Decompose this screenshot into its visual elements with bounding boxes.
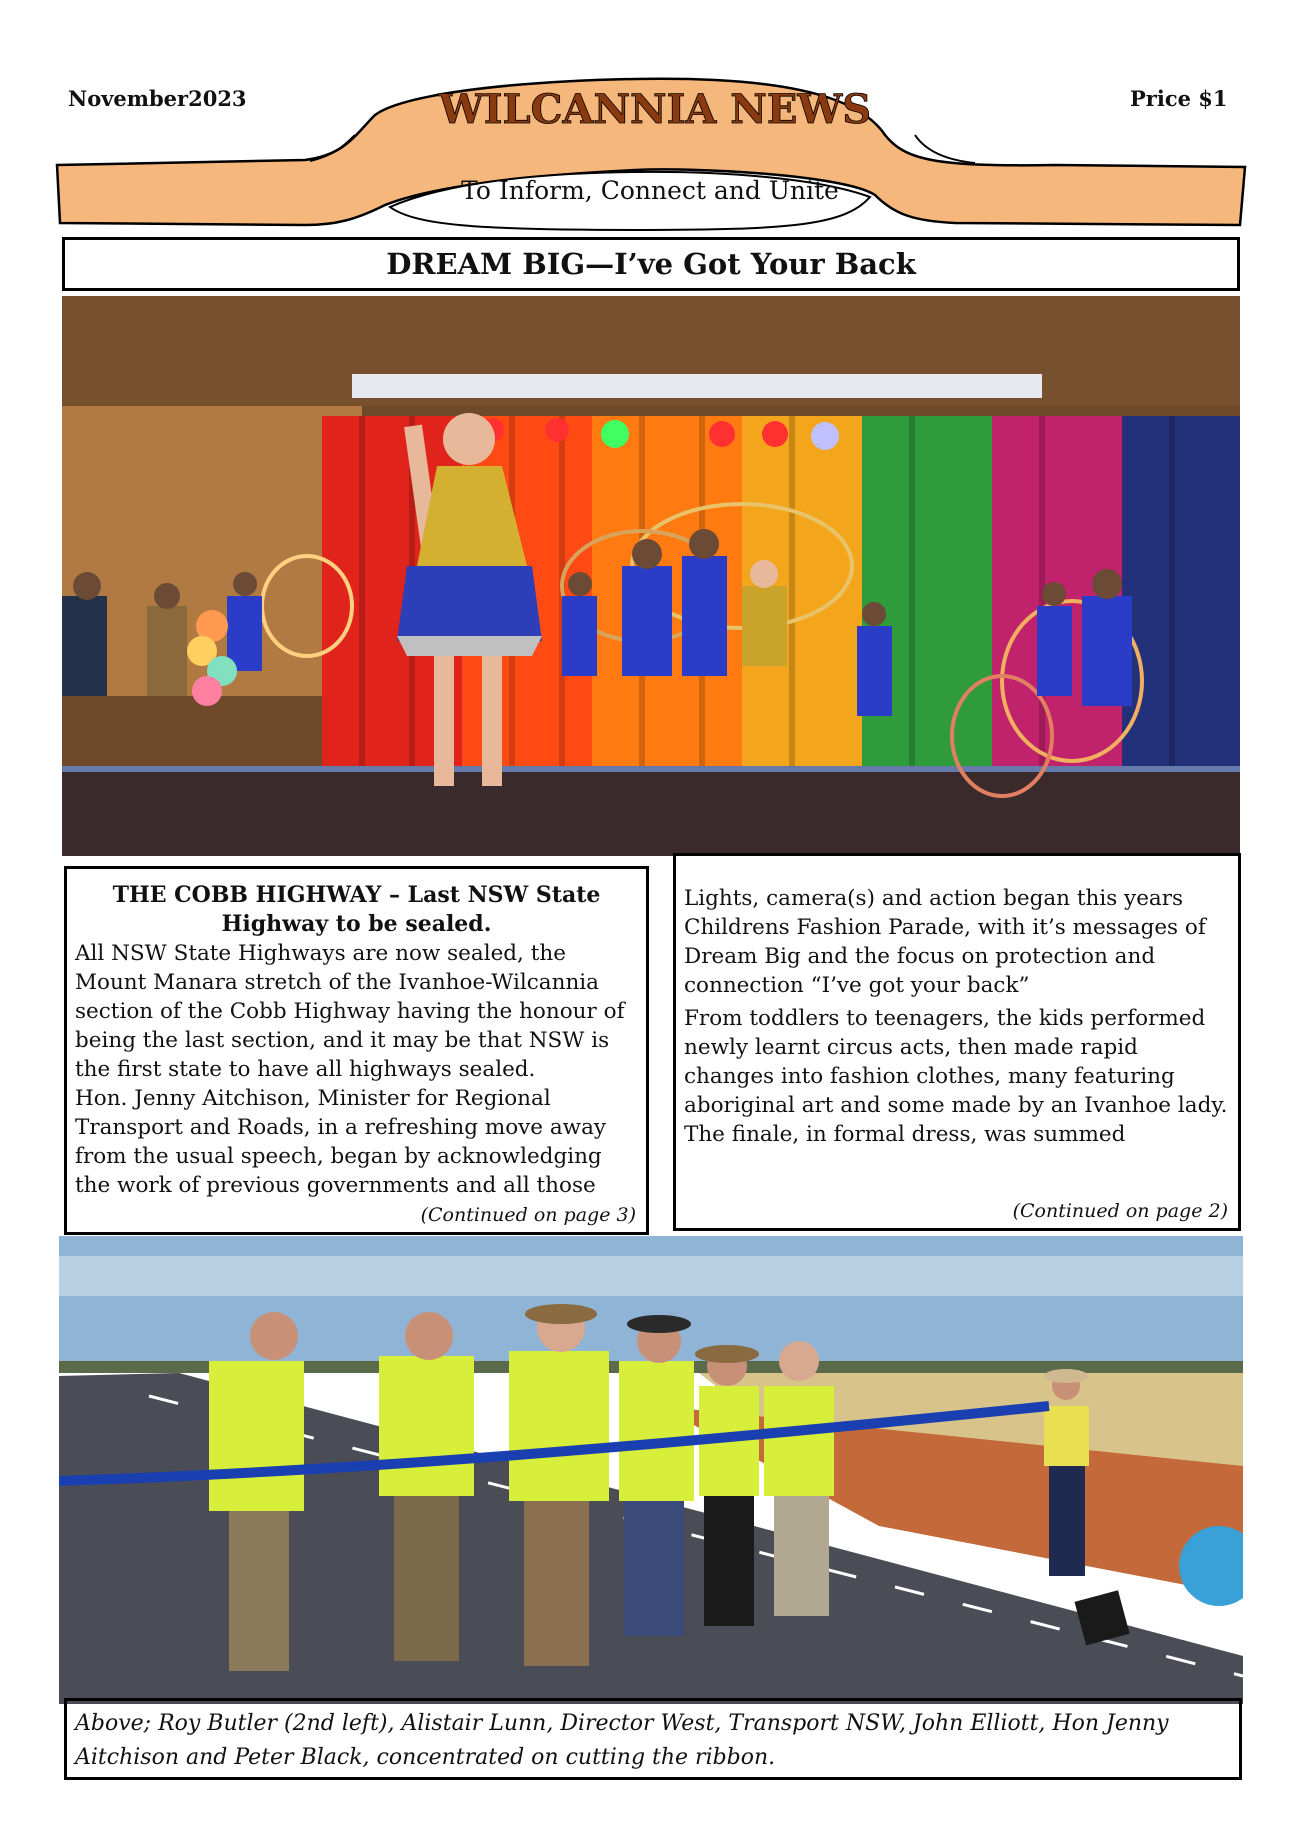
fashion-parade-article <box>673 853 1241 1231</box>
cobb-highway-title: THE COBB HIGHWAY – Last NSW State Highway to be sealed. <box>112 882 601 937</box>
cobb-highway-body <box>75 939 636 1200</box>
article-paragraph: Hon. Jenny Aitchison, Minister for Regional Transport and Roads, in a refreshing move away from the usual speech, began by acknowledging the work of previous governments and all those <box>75 1086 607 1198</box>
article-paragraph: From toddlers to teenagers, the kids performed newly learnt circus acts, then made rapid changes into fashion clothes, many featuring aboriginal art and some made by an Ivanhoe lady. The finale, in formal dress, was summed <box>684 1006 1228 1147</box>
masthead-title: WILCANNIA NEWS <box>438 86 872 133</box>
continued-page-2: (Continued on page 2) <box>1012 1200 1228 1222</box>
issue-date: November2023 <box>68 86 247 111</box>
lead-headline: DREAM BIG—I’ve Got Your Back <box>62 237 1240 291</box>
fashion-parade-body <box>684 884 1228 1149</box>
cobb-highway-article <box>64 866 649 1235</box>
childrens-fashion-parade-photo <box>62 296 1240 856</box>
ribbon-photo-caption: Above; Roy Butler (2nd left), Alistair Lunn, Director West, Transport NSW, John Elliott, Hon Jenny Aitchison and Peter Black, concentrated on cutting the ribbon. <box>64 1698 1242 1780</box>
continued-page-3: (Continued on page 3) <box>420 1204 636 1226</box>
article-paragraph: All NSW State Highways are now sealed, the Mount Manara stretch of the Ivanhoe-Wilcannia section of the Cobb Highway having the honour of being the last section, and it may be that NSW is the first state to have all highways sealed. <box>75 941 625 1082</box>
ribbon-cutting-photo <box>59 1236 1243 1704</box>
masthead-banner <box>55 75 1250 235</box>
masthead-tagline: To Inform, Connect and Unite <box>461 176 839 205</box>
issue-price: Price $1 <box>1130 86 1228 111</box>
article-paragraph: Lights, camera(s) and action began this years Childrens Fashion Parade, with it’s messages of Dream Big and the focus on protection and connection “I’ve got your back” <box>684 886 1206 998</box>
